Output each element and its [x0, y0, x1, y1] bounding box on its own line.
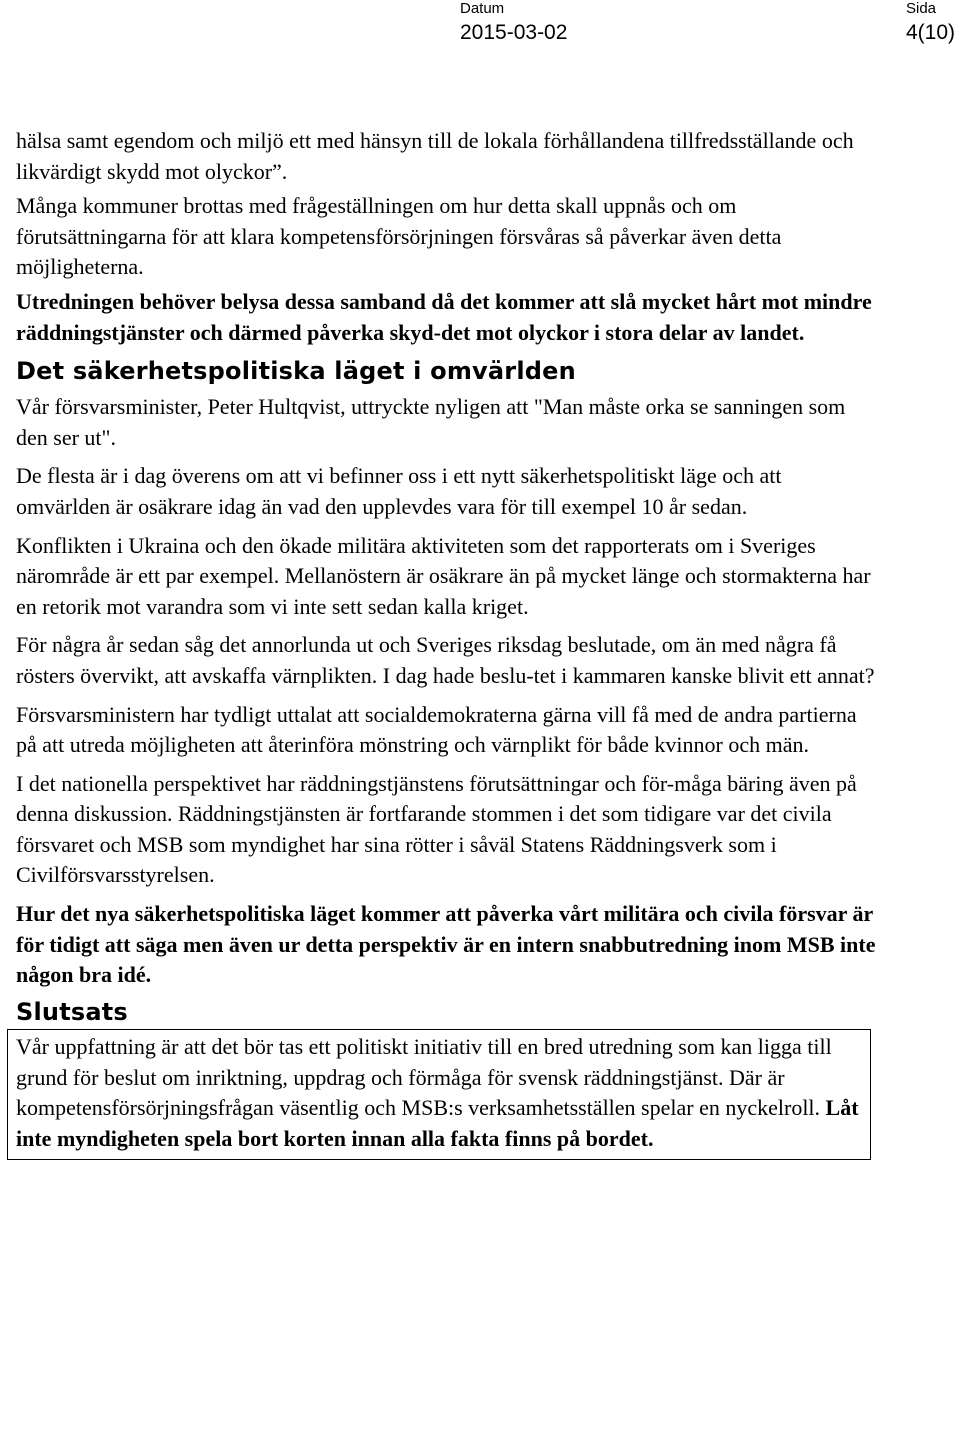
paragraph: hälsa samt egendom och miljö ett med hänsyn till de lokala förhållandena tillfredsställande och likvärdigt skydd mot olyckor”.: [16, 128, 854, 184]
paragraph-emphasis: Hur det nya säkerhetspolitiska läget kommer att påverka vårt militära och civila försvar är för tidigt att säga men även ur detta perspektiv är en intern snabbutredning inom MSB inte någon bra idé.: [16, 901, 876, 988]
paragraph: Vår försvarsminister, Peter Hultqvist, uttryckte nyligen att "Man måste orka se sanningen som den ser ut".: [16, 394, 846, 450]
paragraph: För några år sedan såg det annorlunda ut och Sveriges riksdag beslutade, om än med några få rösters övervikt, att avskaffa värnplikten. I dag hade beslu-tet i kammaren kanske blivit ett annat?: [16, 632, 875, 688]
paragraph: I det nationella perspektivet har räddningstjänstens förutsättningar och för-måga bäring även på denna diskussion. Räddningstjänsten är fortfarande stommen i det som tidigare var det civila försvaret och MSB som myndighet har sina rötter i såväl Statens Räddningsverk som i Civilförsvarsstyrelsen.: [16, 770, 857, 888]
paragraph: Många kommuner brottas med frågeställningen om hur detta skall uppnås och om förutsättningarna för att klara kompetensförsörjningen försvåras så påverkar även detta möjligheterna.: [16, 193, 782, 280]
paragraph: De flesta är i dag överens om att vi befinner oss i ett nytt säkerhetspolitiskt läge och att omvärlden är osäkrare idag än vad den upplevdes vara för till exempel 10 år sedan.: [16, 463, 782, 519]
date-label: Datum: [460, 0, 505, 17]
conclusion-box: [7, 1029, 871, 1160]
conclusion-text: Vår uppfattning är att det bör tas ett politiskt initiativ till en bred utredning som kan ligga till grund för beslut om inriktning, uppdrag och förmåga för svensk räddningstjänst. Där är kompetensförsörjningsfrågan väsentlig och MSB:s verksamhetsställen spelar en nyckelroll.: [16, 1033, 832, 1121]
document-date: 2015-03-02: [460, 21, 568, 44]
page-number: 4(10): [906, 21, 956, 44]
conclusion-emphasis: Låt inte myndigheten spela bort korten innan alla fakta finns på bordet.: [16, 1095, 859, 1152]
document-body: [16, 126, 876, 1160]
section-heading: Slutsats: [16, 997, 128, 1026]
paragraph-emphasis: Utredningen behöver belysa dessa samband då det kommer att slå mycket hårt mot mindre räddningstjänster och därmed påverka skyd-det mot olyckor i stora delar av landet.: [16, 288, 872, 345]
section-heading: Det säkerhetspolitiska läget i omvärlden: [16, 357, 576, 386]
page-label: Sida: [906, 0, 937, 17]
paragraph: Konflikten i Ukraina och den ökade militära aktiviteten som det rapporterats om i Sveriges närområde är ett par exempel. Mellanöstern är osäkrare än på mycket länge och stormakterna har en retorik mot varandra som vi inte sett sedan kalla kriget.: [16, 532, 871, 619]
paragraph: Försvarsministern har tydligt uttalat att socialdemokraterna gärna vill få med de andra partierna på att utreda möjligheten att återinföra mönstring och värnplikt för både kvinnor och män.: [16, 701, 857, 758]
